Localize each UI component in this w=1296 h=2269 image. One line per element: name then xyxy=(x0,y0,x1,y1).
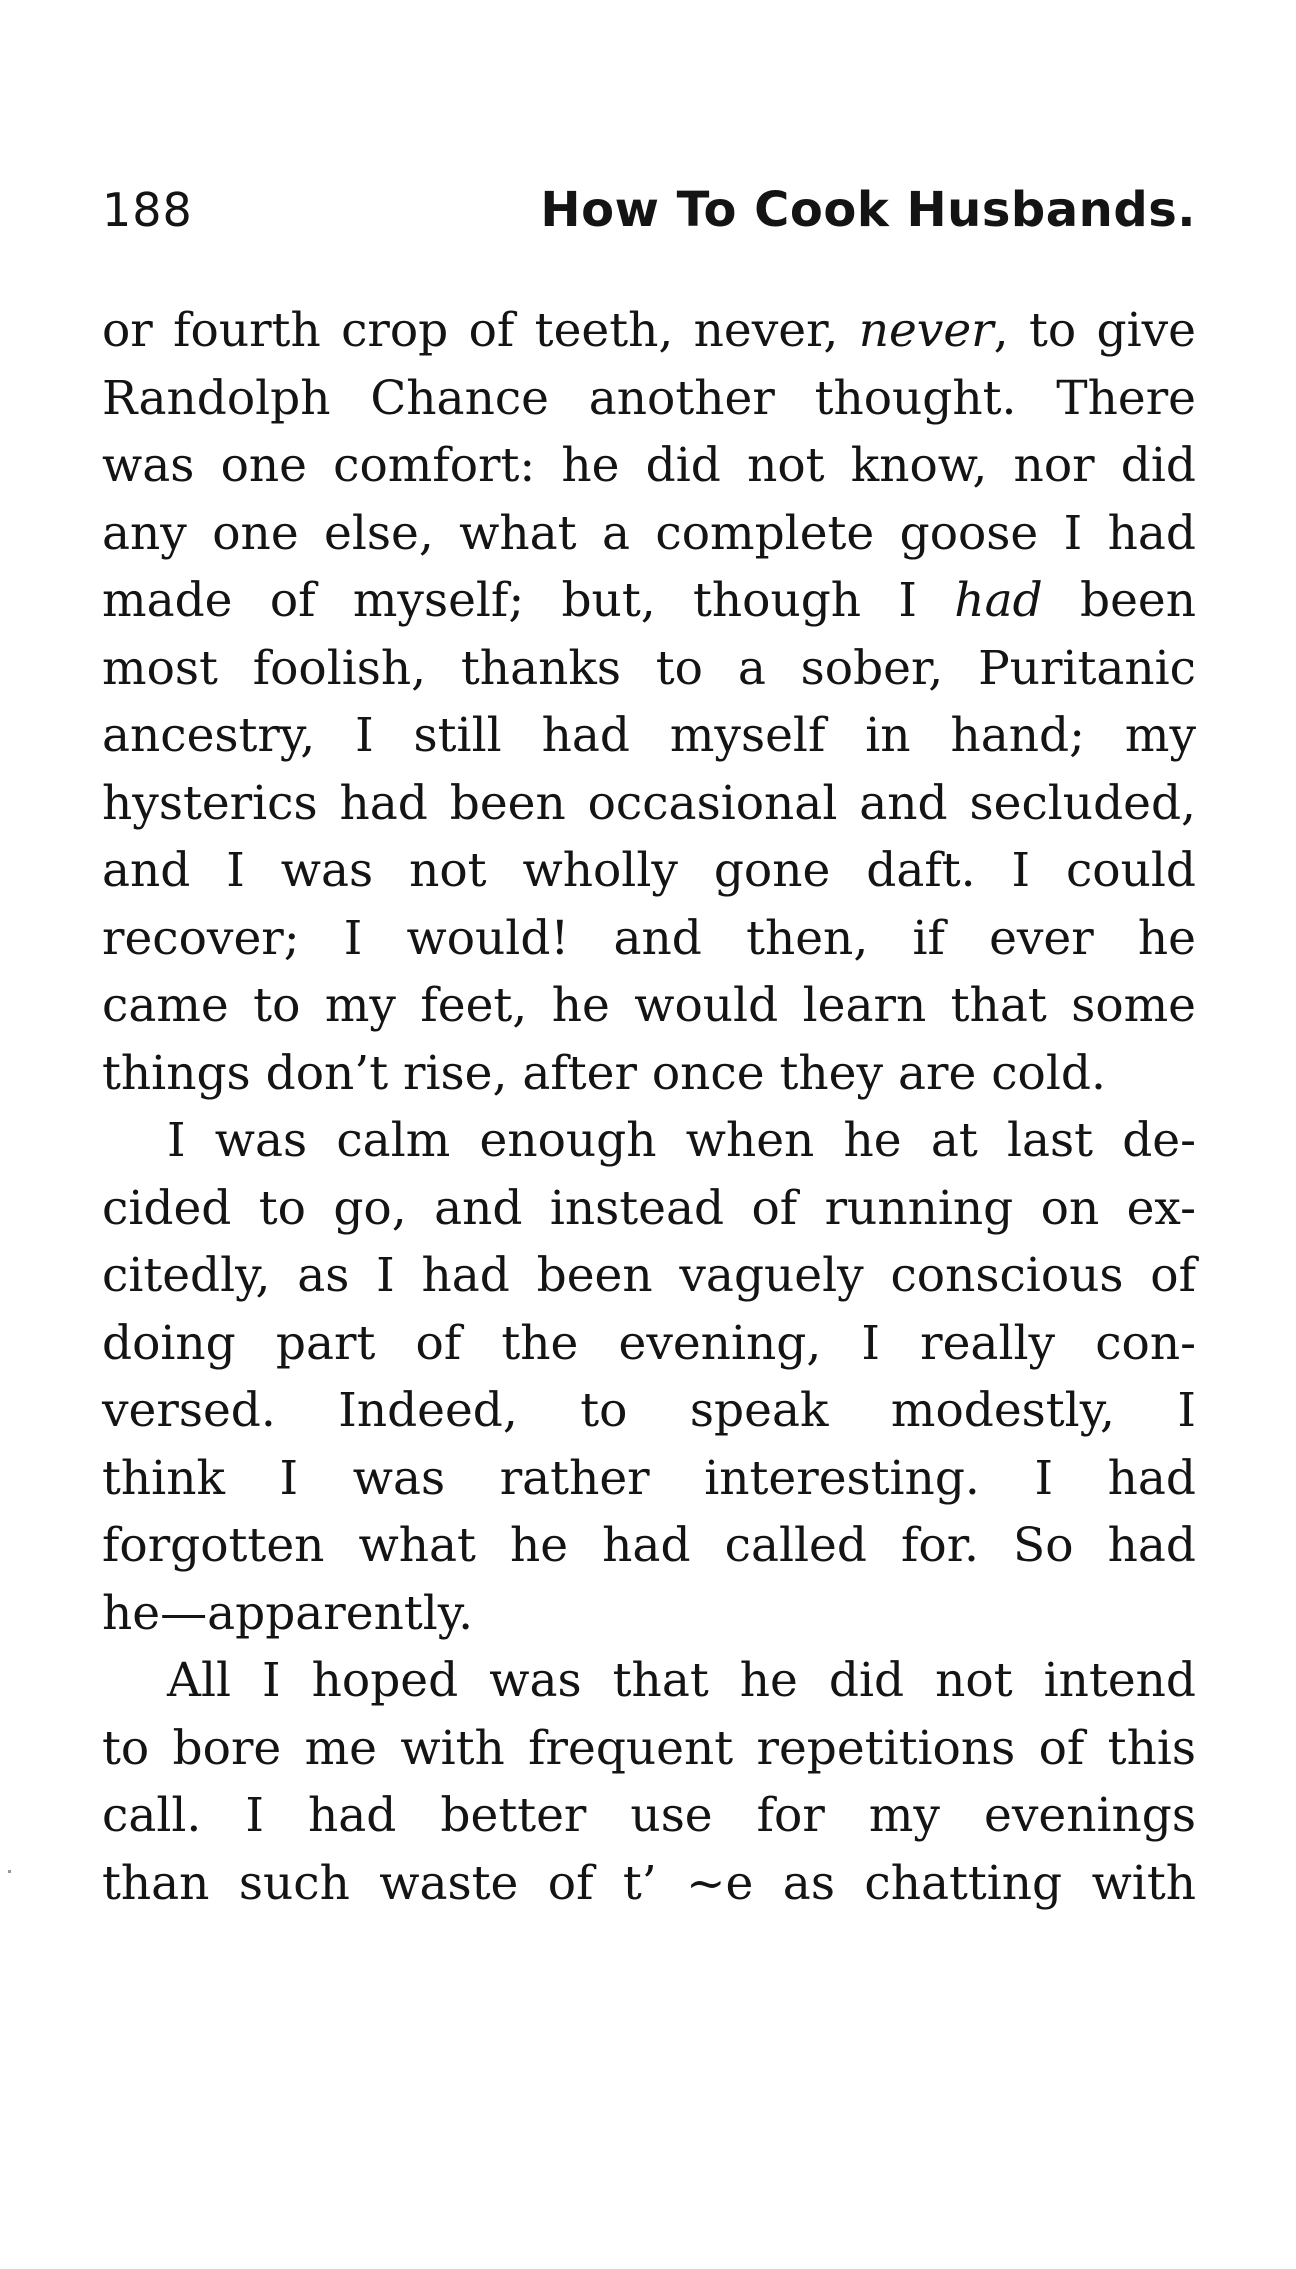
running-title: How To Cook Husbands. xyxy=(540,182,1196,238)
paragraph xyxy=(102,1107,1196,1647)
text-line: recover; I would! and then, if ever he xyxy=(102,910,1196,966)
text-line: doing part of the evening, I really con- xyxy=(102,1315,1196,1371)
text-line: cided to go, and instead of running on ex- xyxy=(102,1180,1196,1236)
text-segment: been xyxy=(1042,573,1196,628)
text-line: ancestry, I still had myself in hand; my xyxy=(102,708,1196,763)
body-text xyxy=(102,297,1196,1917)
text-line: forgotten what he had called for. So had xyxy=(102,1518,1196,1573)
text-segment: made of myself; but, though I xyxy=(102,573,955,628)
text-line: than such waste of t’ ~e as chatting with xyxy=(102,1855,1196,1911)
text-line: he—apparently. xyxy=(102,1585,474,1641)
text-line xyxy=(102,567,1196,635)
italic-word: never xyxy=(858,303,994,358)
page-header xyxy=(102,182,1196,262)
text-line: came to my feet, he would learn that some xyxy=(102,978,1196,1033)
text-line xyxy=(102,297,1196,365)
text-line: to bore me with frequent repetitions of this xyxy=(102,1720,1196,1776)
text-line: and I was not wholly gone daft. I could xyxy=(102,843,1196,898)
text-line: was one comfort: he did not know, nor did xyxy=(102,438,1196,493)
text-segment: or fourth crop of teeth, never, xyxy=(102,303,859,358)
text-line: versed. Indeed, to speak modestly, I xyxy=(102,1383,1196,1438)
text-line: hysterics had been occasional and secluded, xyxy=(102,775,1196,831)
text-line: Randolph Chance another thought. There xyxy=(102,370,1196,426)
text-segment: , to give xyxy=(993,303,1196,358)
text-line: citedly, as I had been vaguely conscious of xyxy=(102,1248,1196,1303)
text-line: All I hoped was that he did not intend xyxy=(167,1653,1196,1708)
text-line: call. I had better use for my evenings xyxy=(102,1788,1196,1843)
paragraph xyxy=(102,297,1196,1107)
paragraph xyxy=(102,1647,1196,1917)
text-line: I was calm enough when he at last de- xyxy=(167,1113,1196,1168)
text-line: things don’t rise, after once they are cold. xyxy=(102,1045,1106,1101)
italic-word: had xyxy=(954,573,1043,628)
text-line: most foolish, thanks to a sober, Puritanic xyxy=(102,640,1196,696)
margin-speck xyxy=(8,1870,11,1873)
page-number: 188 xyxy=(102,183,193,237)
text-line: any one else, what a complete goose I had xyxy=(102,505,1196,561)
text-line: think I was rather interesting. I had xyxy=(102,1450,1196,1506)
